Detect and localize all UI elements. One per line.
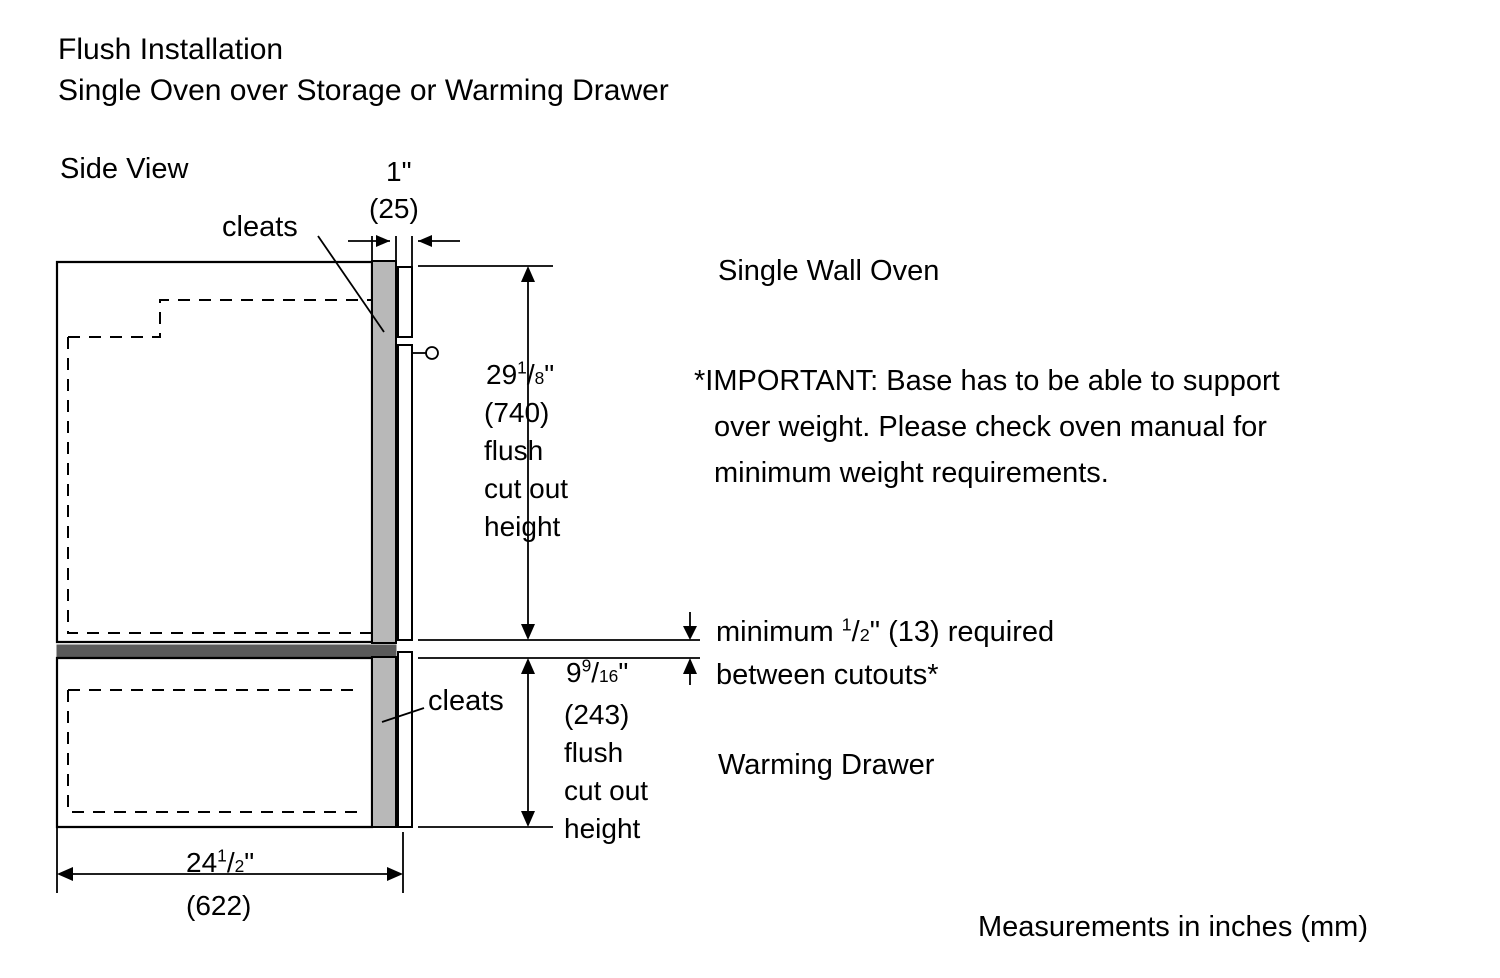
oven-height-caption-2: cut out	[484, 473, 569, 504]
width-unit: "	[244, 847, 255, 878]
drawer-body-outline	[57, 658, 372, 827]
width-mm: (622)	[186, 890, 252, 921]
width-arrow-left	[57, 867, 73, 881]
width-arrow-right	[387, 867, 403, 881]
minimum-gap-note-b: " (13) required	[869, 616, 1055, 648]
width-whole: 24	[186, 847, 218, 878]
depth-gap-inches: 1"	[386, 156, 412, 187]
drawer-height-whole: 9	[566, 657, 582, 688]
drawer-height-unit: "	[618, 657, 629, 688]
shelf-divider	[57, 645, 396, 657]
drawer-height-mm: (243)	[564, 699, 630, 730]
important-note-line3: minimum weight requirements.	[714, 457, 1109, 489]
oven-height-unit: "	[544, 359, 555, 390]
minimum-gap-note-line1	[716, 615, 1054, 649]
minimum-gap-numerator: 1	[841, 614, 852, 635]
oven-door-strip-upper	[398, 267, 412, 337]
view-label: Side View	[60, 153, 189, 185]
width-slash: /	[226, 847, 235, 878]
warming-drawer-label: Warming Drawer	[718, 749, 935, 781]
drawer-height-arrow-bottom	[521, 811, 535, 827]
oven-height-arrow-bottom	[521, 624, 535, 640]
minimum-gap-slash: /	[851, 616, 860, 648]
oven-height-whole: 29	[486, 359, 518, 390]
oven-height-numerator: 1	[517, 357, 527, 378]
oven-body-outline	[57, 262, 372, 642]
page-title-line2: Single Oven over Storage or Warming Drawer	[58, 74, 669, 107]
page-title-line1: Flush Installation	[58, 33, 284, 66]
minimum-gap-denominator: 2	[859, 625, 870, 645]
oven-cavity-dashed-body	[68, 337, 372, 633]
gap-arrow-left-head	[376, 235, 390, 247]
oven-handle-knob	[426, 347, 438, 359]
oven-door-strip-lower	[398, 345, 412, 640]
drawer-height-caption-3: height	[564, 813, 641, 844]
drawer-cavity-dashed-body	[68, 690, 362, 812]
oven-height-denominator: 8	[534, 368, 545, 388]
oven-height-slash: /	[526, 359, 535, 390]
oven-height-caption-1: flush	[484, 435, 544, 466]
minimum-gap-note-a: minimum	[716, 616, 842, 648]
oven-cavity-dashed-top	[68, 300, 372, 337]
oven-height-arrow-top	[521, 266, 535, 282]
important-note-line2: over weight. Please check oven manual for	[714, 411, 1267, 443]
important-note-line1: *IMPORTANT: Base has to be able to support	[694, 365, 1280, 397]
width-numerator: 1	[217, 845, 227, 866]
drawer-height-caption-2: cut out	[564, 775, 649, 806]
gap-arrow-right-head	[418, 235, 432, 247]
drawer-height-caption-1: flush	[564, 737, 624, 768]
drawer-height-numerator: 9	[581, 655, 592, 676]
drawer-height-slash: /	[591, 657, 600, 688]
minimum-gap-note-line2: between cutouts*	[716, 659, 939, 691]
cleats-top-label: cleats	[222, 211, 298, 243]
depth-gap-mm: (25)	[369, 193, 419, 224]
drawer-height-inches	[566, 656, 628, 689]
oven-height-caption-3: height	[484, 511, 561, 542]
drawer-cleat-bar	[372, 657, 396, 827]
single-wall-oven-label: Single Wall Oven	[718, 255, 940, 287]
width-denominator: 2	[234, 856, 245, 876]
min-gap-arrow-top-head	[683, 626, 697, 640]
cleats-bottom-label: cleats	[428, 685, 504, 717]
drawer-height-arrow-top	[521, 658, 535, 674]
width-inches	[186, 846, 254, 879]
min-gap-arrow-bottom-head	[683, 658, 697, 674]
oven-height-mm: (740)	[484, 397, 550, 428]
drawer-door-strip	[398, 652, 412, 827]
oven-height-inches	[486, 358, 554, 391]
drawer-height-denominator: 16	[599, 666, 619, 686]
footer-note: Measurements in inches (mm)	[978, 911, 1368, 943]
